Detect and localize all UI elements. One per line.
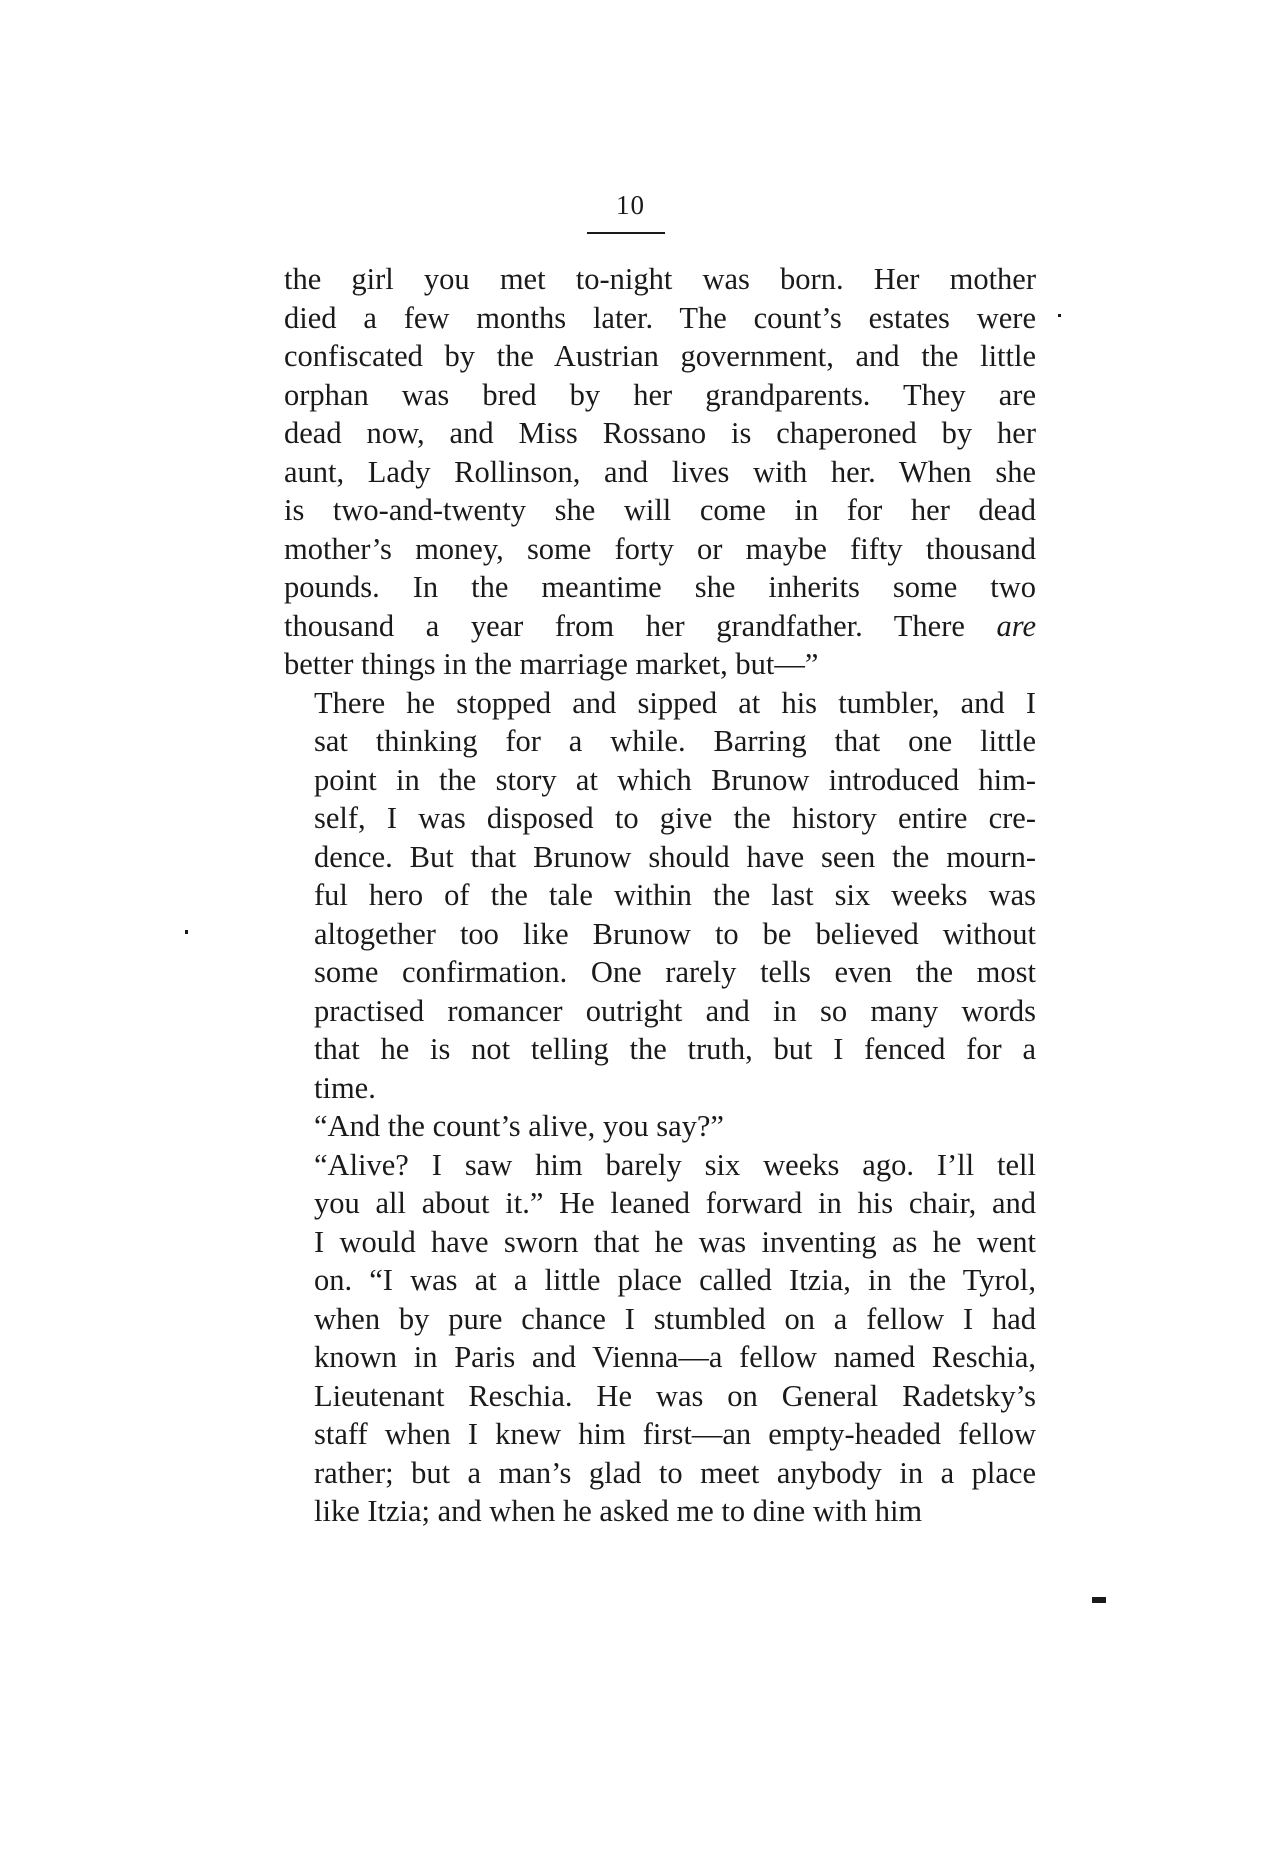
- text-line: mother’s money, some forty or maybe fifty thousand: [284, 531, 1036, 566]
- text-line: ful hero of the tale within the last six weeks was: [314, 878, 1036, 912]
- body-text: [284, 260, 1036, 1531]
- text-line: pounds. In the meantime she inherits some two: [284, 570, 1036, 604]
- text-line: “And the count’s alive, you say?”: [314, 1109, 724, 1143]
- text-line: thousand a year from her grandfather. There are: [284, 608, 1036, 643]
- text-line: “Alive? I saw him barely six weeks ago. I’ll tell: [314, 1147, 1036, 1182]
- paragraph: [284, 1107, 1036, 1146]
- paragraph: [284, 684, 1036, 1108]
- text-line: staff when I knew him first—an empty-headed fellow: [314, 1417, 1036, 1451]
- paragraph: [284, 260, 1036, 684]
- text-line: sat thinking for a while. Barring that one little: [314, 724, 1036, 758]
- page-number: 10: [616, 190, 645, 220]
- margin-dash: [1092, 1597, 1106, 1603]
- text-line: dence. But that Brunow should have seen the mourn-: [314, 839, 1036, 874]
- emphasis: are: [996, 608, 1036, 643]
- text-line: altogether too like Brunow to be believed without: [314, 916, 1036, 951]
- text-line: better things in the marriage market, but—”: [284, 647, 819, 681]
- text-line: the girl you met to-night was born. Her mother: [284, 262, 1036, 296]
- text-line: confiscated by the Austrian government, and the little: [284, 339, 1036, 373]
- margin-dot: [1058, 314, 1061, 317]
- paragraph: [284, 1146, 1036, 1531]
- text-line: some confirmation. One rarely tells even the most: [314, 955, 1036, 989]
- text-line: point in the story at which Brunow introduced him-: [314, 762, 1036, 797]
- text-line: practised romancer outright and in so many words: [314, 993, 1036, 1028]
- text-line: I would have sworn that he was inventing as he went: [314, 1224, 1036, 1259]
- text-line: on. “I was at a little place called Itzia, in the Tyrol,: [314, 1263, 1036, 1297]
- text-line: is two-and-twenty she will come in for her dead: [284, 493, 1036, 527]
- margin-dot: [185, 930, 188, 934]
- text-line: Lieutenant Reschia. He was on General Radetsky’s: [314, 1378, 1036, 1413]
- text-line: dead now, and Miss Rossano is chaperoned by her: [284, 416, 1036, 450]
- text-line: time.: [314, 1070, 376, 1105]
- text-line: There he stopped and sipped at his tumbler, and I: [314, 685, 1036, 720]
- text-line: aunt, Lady Rollinson, and lives with her. When she: [284, 454, 1036, 489]
- text-line: self, I was disposed to give the history entire cre-: [314, 801, 1036, 835]
- text-line: you all about it.” He leaned forward in his chair, and: [314, 1186, 1036, 1220]
- page-number-rule: [587, 232, 665, 234]
- text-line: when by pure chance I stumbled on a fellow I had: [314, 1301, 1036, 1336]
- text-line: known in Paris and Vienna—a fellow named Reschia,: [314, 1340, 1036, 1374]
- text-line: orphan was bred by her grandparents. They are: [284, 377, 1036, 412]
- text-line: died a few months later. The count’s estates were: [284, 300, 1036, 335]
- text-line: rather; but a man’s glad to meet anybody in a place: [314, 1455, 1036, 1490]
- text-line: that he is not telling the truth, but I fenced for a: [314, 1032, 1036, 1066]
- text-line: like Itzia; and when he asked me to dine with him: [314, 1494, 923, 1528]
